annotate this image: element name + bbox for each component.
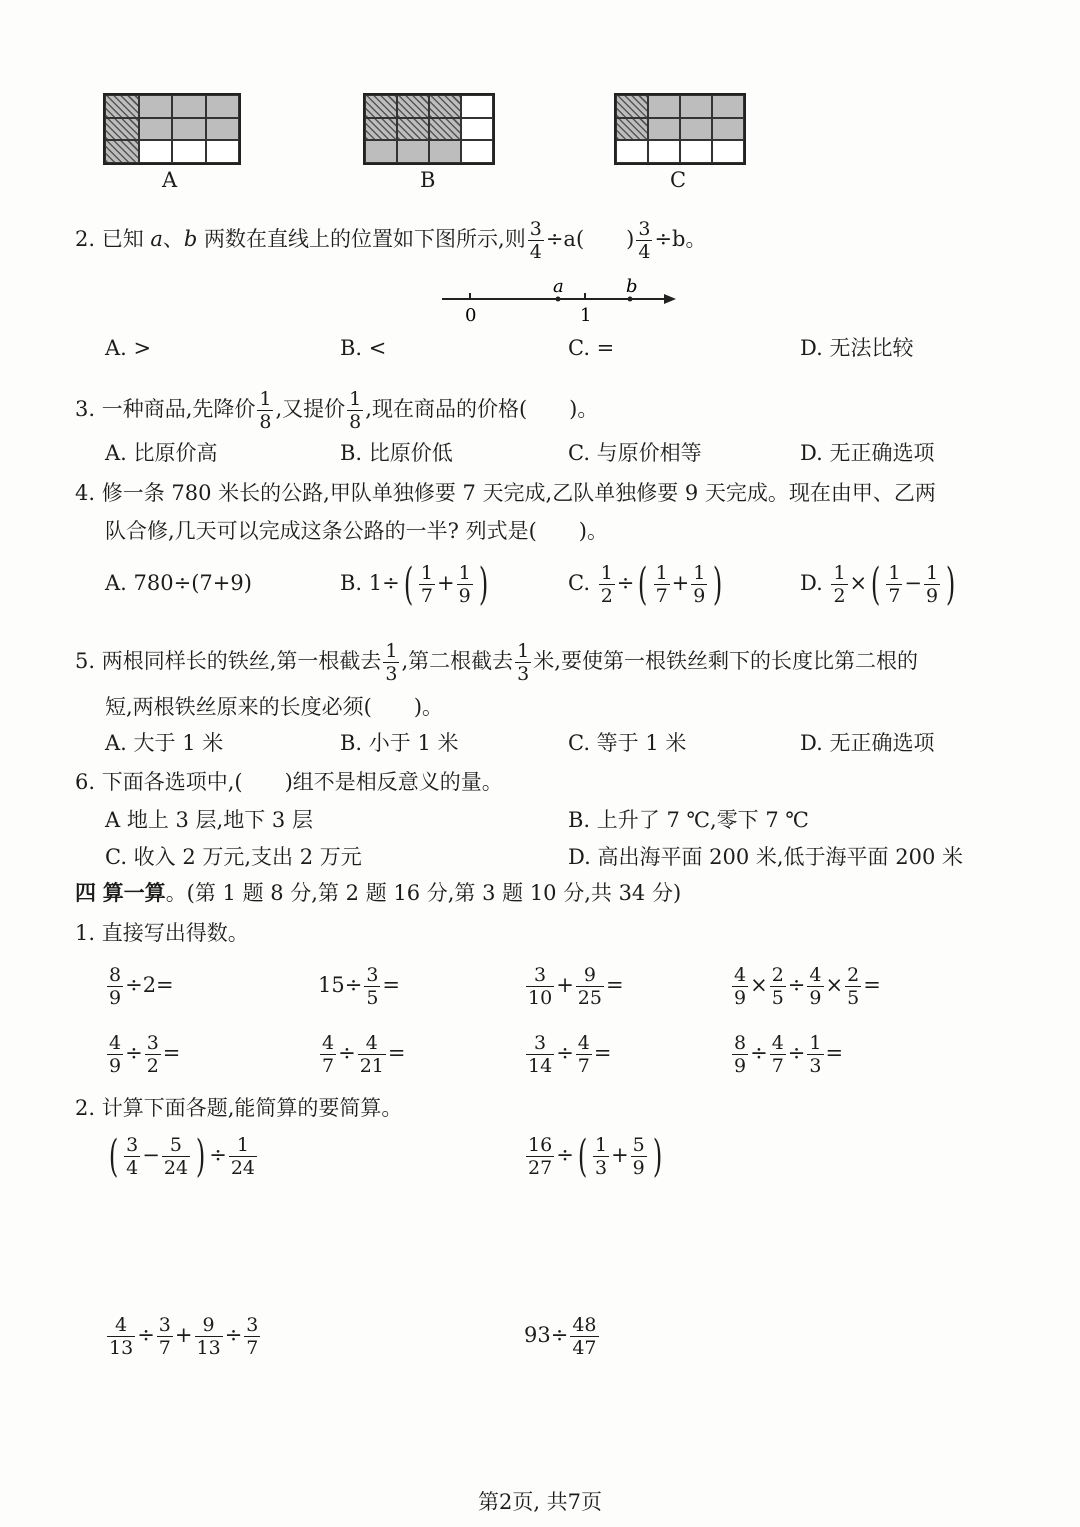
- option[interactable]: C. 收入 2 万元,支出 2 万元: [105, 845, 362, 869]
- point-b-label: b: [626, 276, 638, 297]
- expression: $\frac{4}{7}$ ÷ $\frac{4}{21}$ =: [322, 1032, 406, 1077]
- expression: $\frac{4}{9}$ ÷ $\frac{3}{2}$ =: [109, 1032, 181, 1077]
- part-1-title: 1. 直接写出得数。: [75, 921, 249, 945]
- option[interactable]: D. 高出海平面 200 米,低于海平面 200 米: [568, 845, 963, 869]
- expression: $\frac{3}{14}$ ÷ $\frac{4}{7}$ =: [528, 1032, 612, 1077]
- number-line: [440, 275, 680, 325]
- option[interactable]: A. >: [105, 336, 152, 360]
- question-6-stem: 6. 下面各选项中,( )组不是相反意义的量。: [75, 770, 503, 794]
- option[interactable]: C. =: [568, 336, 615, 360]
- option[interactable]: B. <: [340, 336, 387, 360]
- expression: $\frac{3}{10}$ + $\frac{9}{25}$ =: [528, 964, 624, 1009]
- figure-label: C: [670, 168, 687, 192]
- expression: 93÷ $\frac{48}{47}$: [524, 1314, 597, 1359]
- option[interactable]: D. 无法比较: [800, 336, 914, 360]
- option[interactable]: D. $\frac{1}{2}$ ×( $\frac{1}{7}$ − $\frac{1}{9}$ ): [800, 558, 956, 610]
- expression: $\frac{8}{9}$ ÷ $\frac{4}{7}$ ÷ $\frac{1}{3}$ =: [734, 1032, 844, 1077]
- figure-label: B: [420, 168, 436, 192]
- option[interactable]: D. 无正确选项: [800, 441, 935, 465]
- fraction: $\frac{1}{3}$: [517, 640, 530, 685]
- expression: $\frac{16}{27}$ ÷( $\frac{1}{3}$ + $\frac{5}{9}$ ): [528, 1130, 663, 1182]
- option[interactable]: A. 大于 1 米: [105, 731, 224, 755]
- question-3-stem: 3. 一种商品,先降价 $\frac{1}{8}$ ,又提价 $\frac{1}{8}$ ,现在商品的价格( )。: [75, 388, 599, 433]
- fraction: $\frac{1}{8}$: [349, 388, 362, 433]
- option[interactable]: B. 1÷( $\frac{1}{7}$ + $\frac{1}{9}$ ): [340, 558, 489, 610]
- tick-label-0: 0: [465, 305, 477, 325]
- option[interactable]: A. 比原价高: [105, 441, 218, 465]
- option[interactable]: B. 上升了 7 ℃,零下 7 ℃: [568, 808, 809, 832]
- option[interactable]: C. 与原价相等: [568, 441, 702, 465]
- figure-label: A: [162, 168, 178, 192]
- tick-label-1: 1: [580, 305, 592, 325]
- fraction: $\frac{1}{8}$: [259, 388, 272, 433]
- option[interactable]: B. 比原价低: [340, 441, 453, 465]
- fraction: $\frac{3}{4}$: [638, 218, 651, 263]
- fraction: $\frac{1}{3}$: [385, 640, 398, 685]
- question-5-line2: 短,两根铁丝原来的长度必须( )。: [105, 695, 444, 719]
- point-a-label: a: [553, 276, 564, 297]
- option[interactable]: C. $\frac{1}{2}$ ÷( $\frac{1}{7}$ + $\frac{1}{9}$ ): [568, 558, 723, 610]
- expression: ( $\frac{3}{4}$ − $\frac{5}{24}$ ) ÷ $\frac{1}{24}$: [108, 1130, 256, 1182]
- question-4-line1: 4. 修一条 780 米长的公路,甲队单独修要 7 天完成,乙队单独修要 9 天完成。现在由甲、乙两: [75, 481, 936, 505]
- section-title: 四 算一算。(第 1 题 8 分,第 2 题 16 分,第 3 题 10 分,共 34 分): [75, 880, 682, 905]
- fraction: $\frac{3}{4}$: [529, 218, 542, 263]
- expression: $\frac{8}{9}$ ÷2=: [109, 964, 174, 1009]
- question-2-stem: 2. 已知 a、b 两数在直线上的位置如下图所示,则 $\frac{3}{4}$ ÷a( ) $\frac{3}{4}$ ÷b。: [75, 218, 707, 263]
- question-4-line2: 队合修,几天可以完成这条公路的一半? 列式是( )。: [105, 519, 608, 543]
- page-footer: 第2页, 共7页: [477, 1490, 603, 1514]
- option[interactable]: A 地上 3 层,地下 3 层: [105, 808, 313, 832]
- part-2-title: 2. 计算下面各题,能简算的要简算。: [75, 1096, 403, 1120]
- question-5-stem: 5. 两根同样长的铁丝,第一根截去 $\frac{1}{3}$ ,第二根截去 $\frac{1}{3}$ 米,要使第一根铁丝剩下的长度比第二根的: [75, 640, 918, 685]
- option[interactable]: D. 无正确选项: [800, 731, 935, 755]
- option[interactable]: B. 小于 1 米: [340, 731, 459, 755]
- expression: 15÷ $\frac{3}{5}$ =: [318, 964, 401, 1009]
- expression: $\frac{4}{13}$ ÷ $\frac{3}{7}$ + $\frac{9}{13}$ ÷ $\frac{3}{7}$: [109, 1314, 259, 1359]
- option[interactable]: C. 等于 1 米: [568, 731, 687, 755]
- option[interactable]: A. 780÷(7+9): [105, 571, 252, 595]
- expression: $\frac{4}{9}$ × $\frac{2}{5}$ ÷ $\frac{4}{9}$ × $\frac{2}{5}$ =: [734, 964, 881, 1009]
